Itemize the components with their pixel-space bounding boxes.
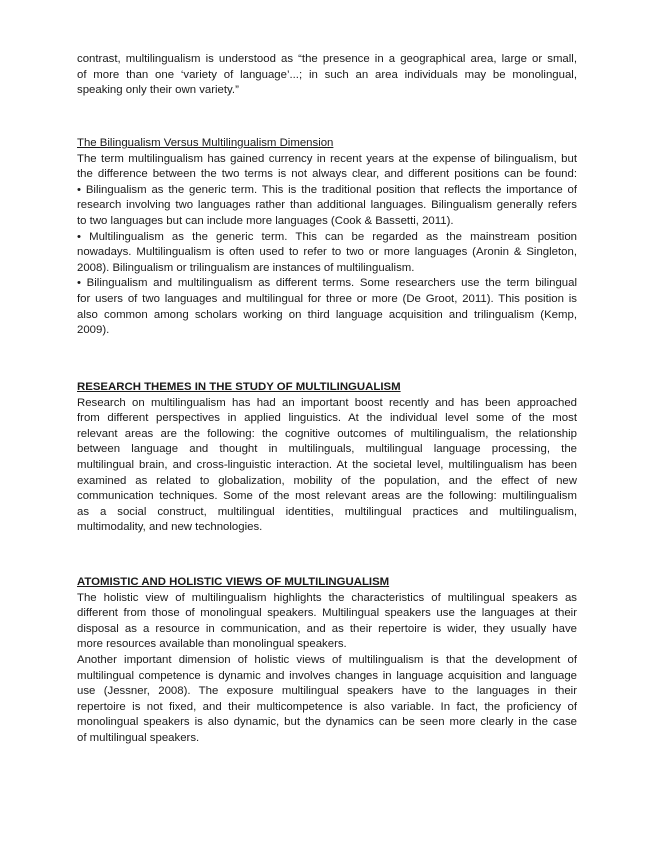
section-research-themes (77, 380, 577, 536)
text-line: multilingual brain, and cross-linguistic interaction. At the societal level, multilingualism has been (77, 458, 577, 471)
text-line: for users of two languages and multilingual for three or more (De Groot, 2011). This position is (77, 292, 577, 305)
section-atomistic-holistic (77, 575, 577, 747)
text-line: to two languages but can include more languages (Cook & Bassetti, 2011). (77, 214, 454, 227)
text-line: communication techniques. Some of the most relevant areas are the following: multilingualism (77, 490, 577, 503)
section-heading: ATOMISTIC AND HOLISTIC VIEWS OF MULTILINGUALISM (77, 576, 390, 588)
text-line: Research on multilingualism has had an important boost recently and has been approached (77, 396, 577, 409)
text-line: speaking only their own variety.” (77, 84, 239, 97)
section-heading: RESEARCH THEMES IN THE STUDY OF MULTILINGUALISM (77, 381, 401, 393)
text-line: 2008). Bilingualism or trilingualism are instances of multilingualism. (77, 261, 415, 274)
text-line: more resources available than monolingual speakers. (77, 638, 347, 651)
text-line: disposal as a resource in communication, and as their repertoire is wider, they usually have (77, 622, 577, 635)
text-line: use (Jessner, 2008). The exposure multilingual speakers have to the languages in their (77, 685, 577, 698)
section-bilingualism-dimension (77, 136, 577, 339)
text-line: from different perspectives in applied linguistics. At the individual level some of the most (77, 412, 577, 425)
text-line: The holistic view of multilingualism highlights the characteristics of multilingual speakers as (77, 591, 577, 604)
section-subheading: The Bilingualism Versus Multilingualism Dimension (77, 137, 334, 149)
bullet-line: • Bilingualism as the generic term. This is the traditional position that reflects the importance of (77, 183, 577, 196)
text-line: as a social construct, multilingual identities, multilingual practices and multilingualism, (77, 505, 577, 518)
text-line: between language and thought in multilinguals, multilingual language processing, the (77, 443, 577, 456)
text-line: The term multilingualism has gained currency in recent years at the expense of bilingualism, but (77, 152, 577, 165)
text-line: 2009). (77, 324, 110, 337)
text-line: nowadays. Multilingualism is often used to refer to two or more languages (Aronin & Singleton, (77, 246, 577, 259)
text-line: multilingual competence is dynamic and involves changes in language acquisition and language (77, 669, 577, 682)
text-line: relevant areas are the following: the cognitive outcomes of multilingualism, the relationship (77, 427, 577, 440)
text-line: monolingual speakers is also dynamic, but the dynamics can be seen more clearly in the case (77, 716, 577, 729)
text-line: Another important dimension of holistic views of multilingualism is that the development of (77, 653, 577, 666)
text-line: of more than one ‘variety of language’...; in such an area individuals may be monolingual, (77, 68, 577, 81)
text-line: the difference between the two terms is not always clear, and different positions can be found: (77, 168, 577, 181)
bullet-line: • Bilingualism and multilingualism as different terms. Some researchers use the term bilingual (77, 277, 577, 290)
text-line: of multilingual speakers. (77, 731, 200, 744)
text-line: examined as related to globalization, mobility of the population, and the effect of new (77, 474, 577, 487)
text-line: multimodality, and new technologies. (77, 521, 263, 534)
text-line: also common among scholars working on third language acquisition and trilingualism (Kemp, (77, 308, 577, 321)
bullet-line: • Multilingualism as the generic term. This can be regarded as the mainstream position (77, 230, 577, 243)
intro-paragraph (77, 52, 577, 99)
text-line: research involving two languages rather than additional languages. Bilingualism generally refers (77, 199, 577, 212)
text-line: contrast, multilingualism is understood as “the presence in a geographical area, large or small, (77, 53, 577, 65)
text-line: repertoire is not fixed, and their multicompetence is also variable. In fact, the proficiency of (77, 700, 577, 713)
text-line: different from those of monolingual speakers. Multilingual speakers use the languages at their (77, 607, 577, 620)
